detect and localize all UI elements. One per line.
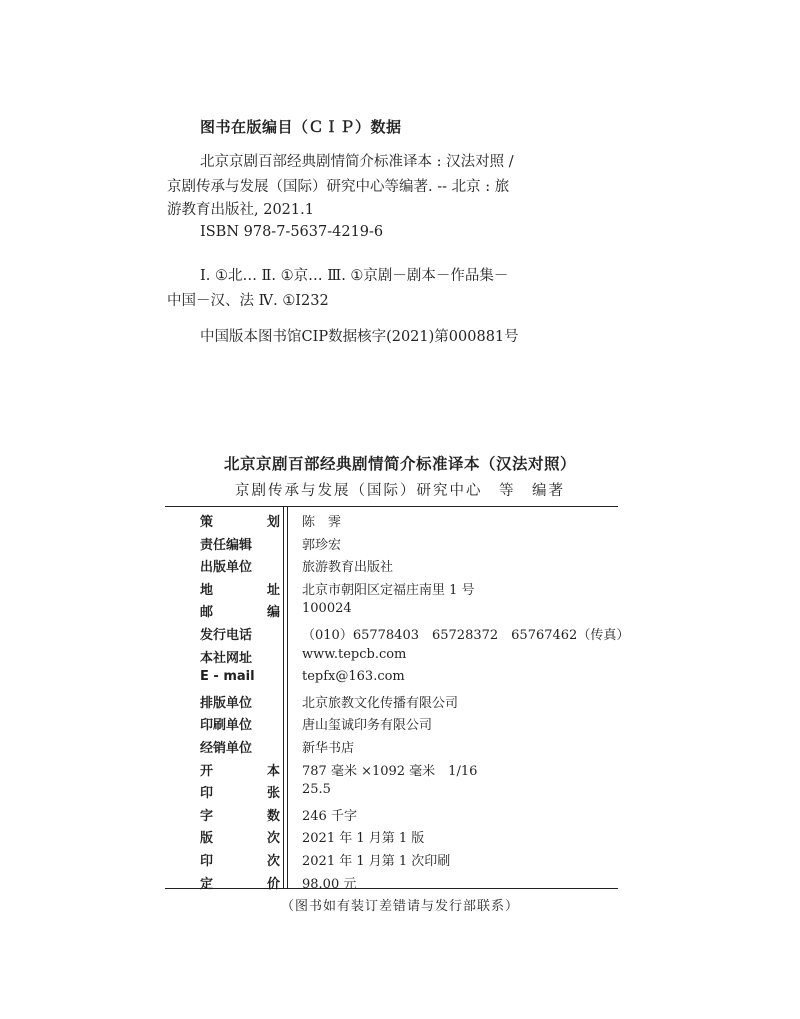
colophon-value: 北京市朝阳区定福庄南里 1 号 <box>302 582 475 598</box>
colophon-row <box>165 598 618 621</box>
colophon-label <box>200 647 280 666</box>
cip-heading: 图书在版编目（ＣＩＰ）数据 <box>200 118 402 136</box>
cip-isbn: ISBN 978-7-5637-4219-6 <box>200 224 384 240</box>
colophon-label <box>200 692 280 711</box>
cip-line-2: 京剧传承与发展（国际）研究中心等编著. -- 北京 : 旅 <box>167 179 510 195</box>
colophon-row <box>165 870 618 893</box>
colophon-value: 陈 霁 <box>302 515 342 530</box>
colophon-value: tepfx@163.com <box>302 669 405 685</box>
colophon-value: 246 千字 <box>302 808 357 824</box>
cip-record-number: 中国版本图书馆CIP数据核字(2021)第000881号 <box>200 329 519 345</box>
colophon-label-part: 划 <box>266 515 280 530</box>
colophon-label-part: 发行电话 <box>200 627 253 643</box>
colophon-value: 北京旅教文化传播有限公司 <box>302 695 459 711</box>
colophon-label-part: 地 <box>200 582 214 598</box>
colophon-label-part: 责任编辑 <box>200 537 253 553</box>
colophon-label-part: 价 <box>266 876 280 892</box>
colophon-row <box>165 576 618 599</box>
colophon-label-part: 编 <box>266 605 280 621</box>
colophon-value: 98.00 元 <box>302 876 357 892</box>
colophon-value: 新华书店 <box>302 740 355 756</box>
colophon-label-part: 经销单位 <box>200 740 253 756</box>
colophon-label-part: 址 <box>266 582 280 598</box>
colophon-row <box>165 666 618 689</box>
colophon-value: 100024 <box>302 601 352 617</box>
colophon-label-part: 版 <box>200 831 214 847</box>
colophon-label-part: E - mail <box>200 669 255 685</box>
colophon-row <box>165 779 618 802</box>
colophon-label <box>200 511 280 530</box>
colophon-row <box>165 508 618 531</box>
colophon-value: 2021 年 1 月第 1 版 <box>302 831 425 847</box>
colophon-label <box>200 827 280 846</box>
colophon-label <box>200 714 280 733</box>
book-editors: 京剧传承与发展（国际）研究中心 等 编著 <box>235 483 565 499</box>
colophon-row <box>165 621 630 644</box>
colophon-label <box>200 873 280 892</box>
book-title: 北京京剧百部经典剧情简介标准译本（汉法对照） <box>223 455 576 473</box>
cip-class-line-1: Ⅰ. ①北… Ⅱ. ①京… Ⅲ. ①京剧－剧本－作品集－ <box>200 268 509 284</box>
colophon-label-part: 次 <box>266 853 280 869</box>
colophon-row <box>165 757 618 780</box>
cip-class-line-2: 中国－汉、法 Ⅳ. ①I232 <box>167 293 329 309</box>
colophon-label-part: 字 <box>200 808 214 824</box>
colophon-value: 2021 年 1 月第 1 次印刷 <box>302 853 451 869</box>
colophon-value: 787 毫米 ×1092 毫米 1/16 <box>302 763 478 779</box>
colophon-label-part: 印刷单位 <box>200 718 253 734</box>
cip-line-3: 游教育出版社, 2021.1 <box>167 202 314 218</box>
colophon-label <box>200 601 280 620</box>
colophon-label-part: 出版单位 <box>200 560 253 576</box>
colophon-value: 25.5 <box>302 782 331 798</box>
colophon-label <box>200 737 280 756</box>
colophon-row <box>165 802 618 825</box>
colophon-row <box>165 711 618 734</box>
colophon-value: www.tepcb.com <box>302 646 407 662</box>
colophon-label-part: 本社网址 <box>200 650 253 666</box>
colophon-label <box>200 850 280 869</box>
colophon-label-part: 本 <box>266 763 280 779</box>
colophon-label-part: 张 <box>266 786 280 802</box>
colophon-value: 唐山玺诚印务有限公司 <box>302 718 433 734</box>
colophon-value: 旅游教育出版社 <box>302 560 394 576</box>
colophon-label-part: 策 <box>200 515 214 530</box>
colophon-row <box>165 847 618 870</box>
colophon-top-rule <box>165 506 618 507</box>
colophon-label <box>200 624 280 643</box>
colophon-row <box>165 824 618 847</box>
colophon-label <box>200 669 280 684</box>
colophon-row <box>165 553 618 576</box>
footer-note: （图书如有装订差错请与发行部联系） <box>280 899 519 914</box>
colophon-value: （010）65778403 65728372 65767462（传真） <box>302 627 630 643</box>
colophon-label <box>200 579 280 598</box>
colophon-label-part: 印 <box>200 853 214 869</box>
colophon-label-part: 邮 <box>200 605 214 621</box>
colophon-row <box>165 689 618 712</box>
colophon-label-part: 排版单位 <box>200 695 253 711</box>
colophon-value: 郭珍宏 <box>302 537 342 553</box>
colophon-row <box>165 531 618 554</box>
colophon-label-part: 定 <box>200 876 214 892</box>
colophon-label-part: 次 <box>266 831 280 847</box>
colophon-label <box>200 782 280 801</box>
colophon-row <box>165 644 618 667</box>
cip-line-1: 北京京剧百部经典剧情简介标准译本 : 汉法对照 / <box>200 154 514 170</box>
colophon-label-part: 数 <box>266 808 280 824</box>
colophon-label-part: 印 <box>200 786 214 802</box>
colophon-label <box>200 760 280 779</box>
colophon-row <box>165 734 618 757</box>
colophon-table <box>165 508 630 892</box>
colophon-label-part: 开 <box>200 763 214 779</box>
colophon-label <box>200 534 280 553</box>
colophon-label <box>200 805 280 824</box>
colophon-label <box>200 556 280 575</box>
